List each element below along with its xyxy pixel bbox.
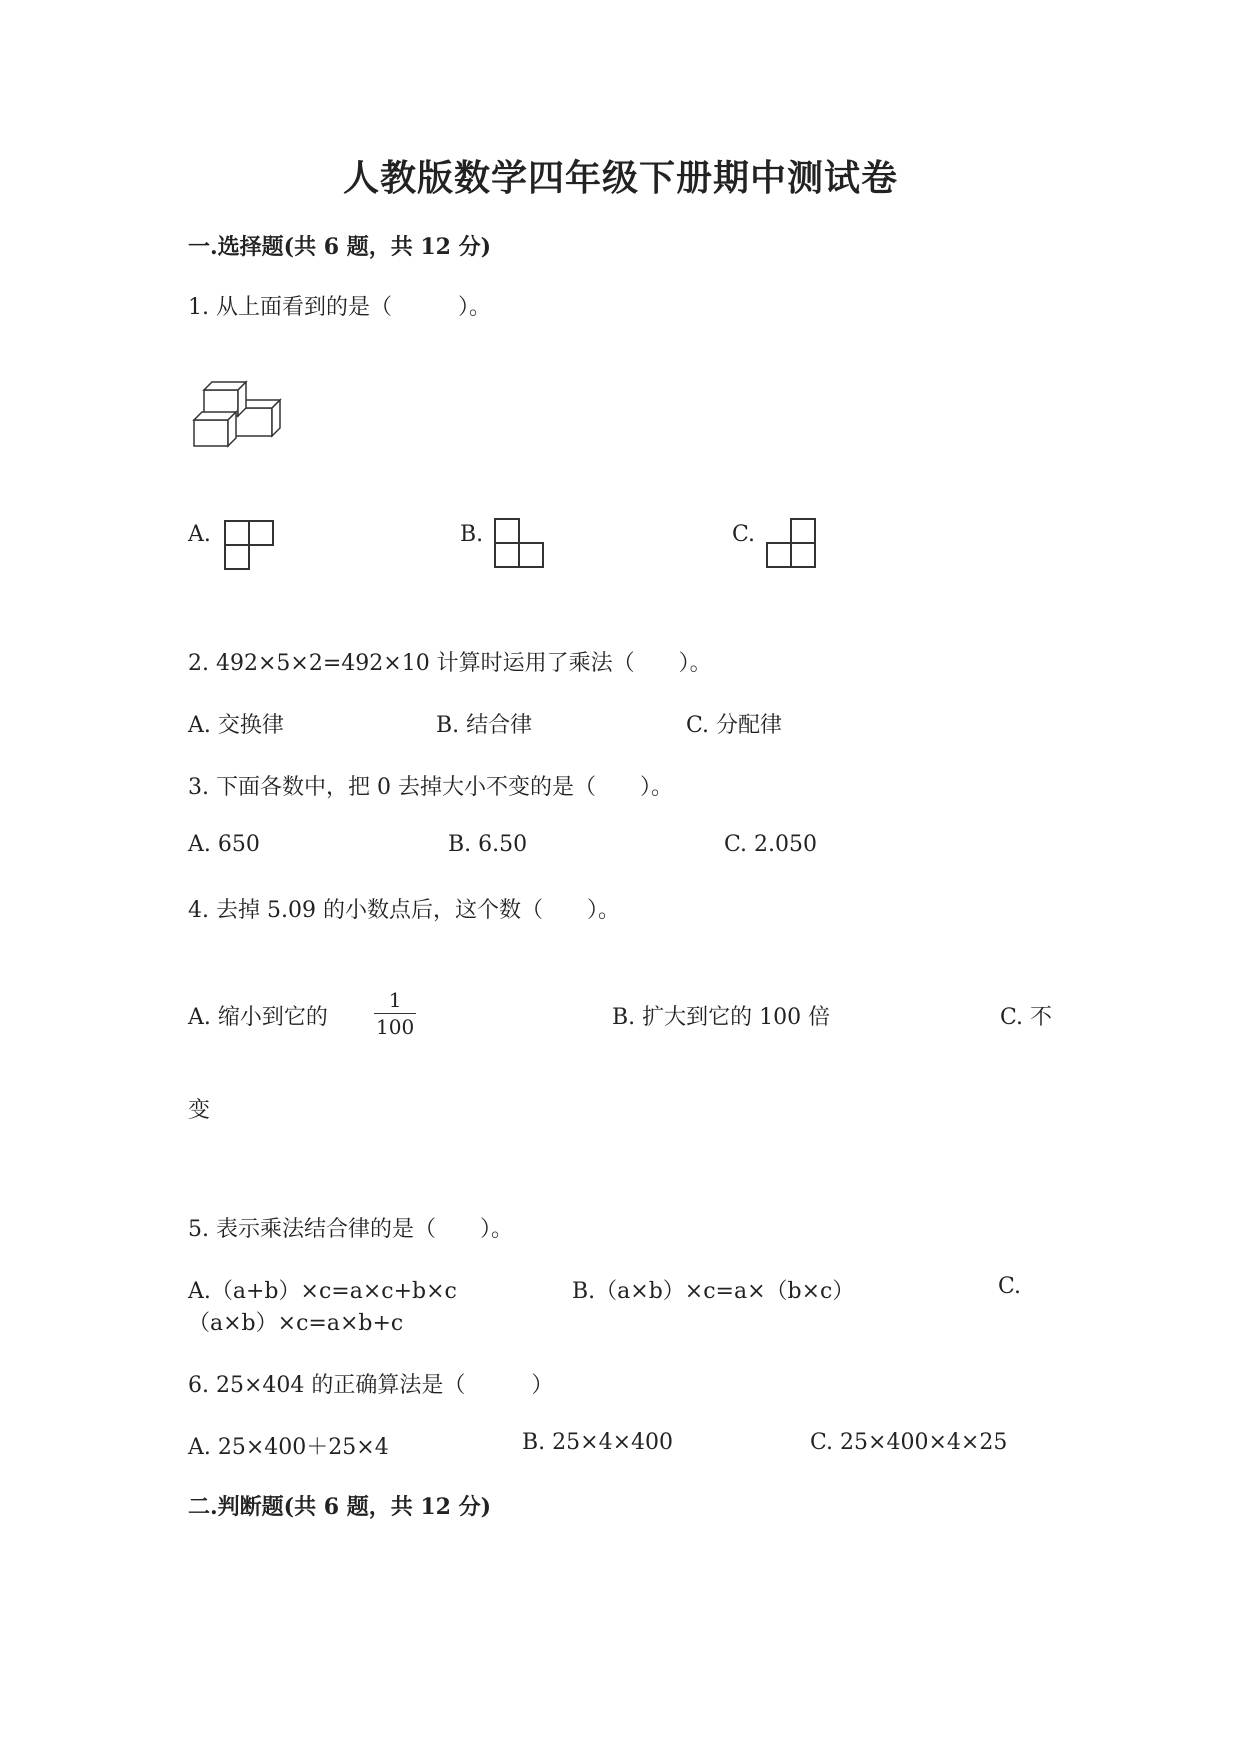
question-1: 1. 从上面看到的是（ ）。 [188, 295, 491, 320]
option-6b: B. 25×4×400 [522, 1430, 674, 1455]
option-5c-continued: （a×b）×c=a×b+c [188, 1311, 404, 1336]
option-4c: C. 不 [1000, 1005, 1053, 1030]
option-5a: A.（a+b）×c=a×c+b×c [188, 1279, 457, 1304]
option-5c: C. [998, 1274, 1022, 1299]
option-2c: C. 分配律 [686, 713, 783, 738]
fraction-denominator: 100 [376, 1015, 415, 1039]
question-4: 4. 去掉 5.09 的小数点后，这个数（ ）。 [188, 898, 620, 923]
option-2a: A. 交换律 [188, 713, 284, 738]
option-4a: A. 缩小到它的 [188, 1005, 328, 1030]
option-3c: C. 2.050 [724, 832, 818, 857]
option-6a: A. 25×400＋25×4 [188, 1435, 389, 1460]
option-1a: A. [188, 522, 211, 547]
section-heading-choice: 一.选择题(共 6 题，共 12 分) [188, 234, 492, 260]
grid-shape-a [224, 520, 274, 570]
section-heading-judgement: 二.判断题(共 6 题，共 12 分) [188, 1494, 492, 1520]
option-5b: B.（a×b）×c=a×（b×c） [572, 1279, 855, 1304]
question-2: 2. 492×5×2=492×10 计算时运用了乘法（ ）。 [188, 651, 712, 676]
stacked-cubes-figure [190, 378, 280, 446]
question-5: 5. 表示乘法结合律的是（ ）。 [188, 1217, 513, 1242]
option-3a: A. 650 [188, 832, 260, 857]
option-4c-continued: 变 [188, 1098, 211, 1123]
fraction-one-hundredth [374, 990, 416, 1037]
option-1b: B. [460, 522, 484, 547]
fraction-numerator: 1 [388, 988, 402, 1012]
option-6c: C. 25×400×4×25 [810, 1430, 1008, 1455]
grid-shape-c [766, 518, 816, 568]
option-1c: C. [732, 522, 756, 547]
question-3: 3. 下面各数中，把 0 去掉大小不变的是（ ）。 [188, 775, 673, 800]
option-3b: B. 6.50 [448, 832, 528, 857]
grid-shape-b [494, 518, 544, 568]
option-2b: B. 结合律 [436, 713, 533, 738]
option-4b: B. 扩大到它的 100 倍 [612, 1005, 831, 1030]
question-6: 6. 25×404 的正确算法是（ ） [188, 1373, 554, 1398]
page-title: 人教版数学四年级下册期中测试卷 [342, 157, 898, 199]
